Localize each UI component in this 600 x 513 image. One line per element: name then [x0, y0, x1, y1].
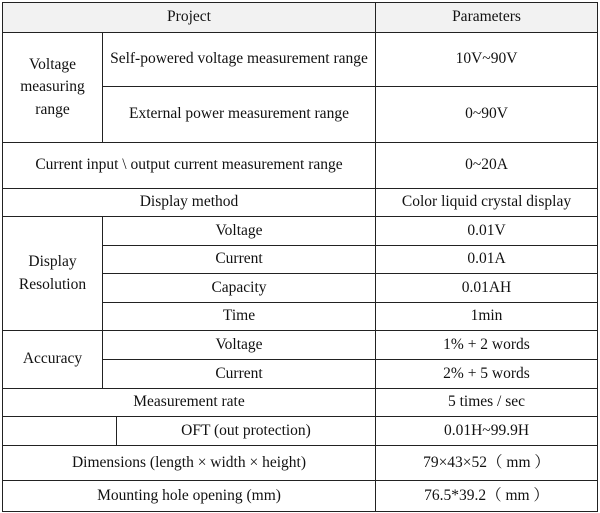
current-range-label: Current input \ output current measurement range [3, 143, 376, 189]
table-row [3, 217, 598, 246]
header-parameters: Parameters [376, 3, 598, 33]
resolution-item-value: 0.01V [376, 217, 598, 246]
table-row [3, 389, 598, 417]
table-row [3, 481, 598, 512]
oft-value: 0.01H~99.9H [376, 417, 598, 446]
header-project: Project [3, 3, 376, 33]
display-method-label: Display method [3, 189, 376, 217]
header-row [3, 3, 598, 33]
external-power-value: 0~90V [376, 87, 598, 143]
resolution-item-label: Capacity [103, 274, 376, 303]
oft-spacer [3, 417, 117, 446]
oft-label: OFT (out protection) [117, 417, 376, 446]
measurement-rate-value: 5 times / sec [376, 389, 598, 417]
mounting-label: Mounting hole opening (mm) [3, 481, 376, 512]
accuracy-item-label: Voltage [103, 331, 376, 360]
resolution-item-value: 0.01AH [376, 274, 598, 303]
table-row [3, 331, 598, 360]
dimensions-value: 79×43×52（ mm ） [376, 446, 598, 481]
display-resolution-label: Display Resolution [3, 217, 103, 331]
table-row [3, 446, 598, 481]
table-row [3, 33, 598, 87]
mounting-value: 76.5*39.2（ mm ） [376, 481, 598, 512]
table-row [3, 417, 598, 446]
resolution-item-value: 0.01A [376, 246, 598, 274]
accuracy-item-value: 2% + 5 words [376, 360, 598, 389]
accuracy-item-value: 1% + 2 words [376, 331, 598, 360]
current-range-value: 0~20A [376, 143, 598, 189]
table-row [3, 143, 598, 189]
accuracy-label: Accuracy [3, 331, 103, 389]
resolution-item-label: Time [103, 303, 376, 331]
spec-table [2, 2, 598, 512]
self-powered-value: 10V~90V [376, 33, 598, 87]
measurement-rate-label: Measurement rate [3, 389, 376, 417]
voltage-range-label: Voltage measuring range [3, 33, 103, 143]
external-power-label: External power measurement range [103, 87, 376, 143]
resolution-item-label: Current [103, 246, 376, 274]
resolution-item-label: Voltage [103, 217, 376, 246]
resolution-item-value: 1min [376, 303, 598, 331]
dimensions-label: Dimensions (length × width × height) [3, 446, 376, 481]
table-row [3, 189, 598, 217]
accuracy-item-label: Current [103, 360, 376, 389]
display-method-value: Color liquid crystal display [376, 189, 598, 217]
self-powered-label: Self-powered voltage measurement range [103, 33, 376, 87]
